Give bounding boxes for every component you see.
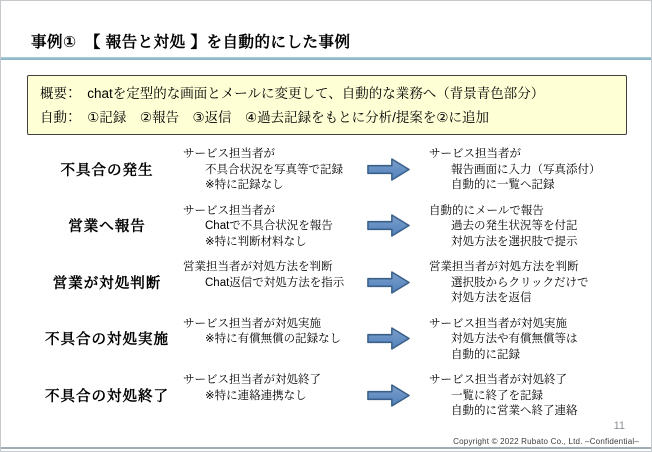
right-arrow-icon [367, 213, 410, 238]
after-line: 自動的に一覧へ記録 [451, 179, 555, 191]
after-state [429, 315, 643, 364]
arrow-cell [367, 315, 429, 364]
after-line: 自動的にメールで報告 [429, 204, 544, 217]
before-line: サービス担当者が [183, 148, 275, 160]
arrow-cell [367, 202, 429, 251]
before-line: Chatで不具合状況を報告 [205, 220, 333, 232]
after-line: 対処方法を選択肢で提示 [451, 235, 578, 248]
after-line: サービス担当者が対処終了 [429, 374, 567, 386]
stage-label: 営業へ報告 [68, 219, 146, 236]
stage-label: 不具合の対処実施 [45, 332, 169, 349]
arrow-cell [367, 145, 429, 194]
page-number: 11 [613, 420, 625, 432]
after-line: 過去の発生状況等を付記 [451, 220, 578, 232]
after-line: 営業担当者が対処方法を判断 [429, 261, 579, 273]
before-line: サービス担当者が [183, 204, 275, 217]
before-state [183, 371, 367, 420]
after-state [429, 145, 643, 194]
process-rows [31, 145, 643, 428]
before-line: ※特に判断材料なし [205, 235, 307, 248]
right-arrow-icon [367, 157, 410, 182]
title-divider [1, 57, 651, 60]
process-row-handle-defect [31, 315, 643, 364]
stage-label: 営業が対処判断 [52, 275, 162, 292]
stage-label: 不具合の発生 [60, 162, 154, 179]
before-line: 不具合状況を写真等で記録 [205, 163, 343, 176]
arrow-cell [367, 258, 429, 307]
after-line: 対処方法や有償無償等は [451, 333, 578, 345]
before-state [183, 202, 367, 251]
right-arrow-icon [367, 326, 410, 351]
before-line: サービス担当者が対処終了 [183, 374, 321, 386]
before-line: サービス担当者が対処実施 [183, 317, 321, 330]
after-line: 自動的に営業へ終了連絡 [451, 405, 578, 417]
summary-auto-line: 自動： ①記録 ②報告 ③返信 ④過去記録をもとに分析/提案を②に追加 [40, 109, 490, 125]
before-line: Chat返信で対処方法を指示 [205, 276, 345, 289]
copyright-text: Copyright © 2022 Rubato Co., Ltd. –Confidential– [453, 437, 639, 446]
summary-overview-line: 概要： chatを定型的な画面とメールに変更して、自動的な業務へ（背景青色部分） [40, 86, 545, 101]
before-state [183, 315, 367, 364]
before-line: 営業担当者が対処方法を判断 [183, 261, 333, 273]
after-line: サービス担当者が対処実施 [429, 317, 567, 330]
before-line: ※特に連絡連携なし [205, 389, 307, 402]
page-title: 事例① 【 報告と対処 】を自動的にした事例 [31, 34, 351, 51]
after-state [429, 371, 643, 420]
after-line: 選択肢からクリックだけで [451, 276, 589, 289]
after-state [429, 258, 643, 307]
after-line: サービス担当者が [429, 148, 521, 160]
process-row-handling-complete [31, 371, 643, 420]
before-state [183, 145, 367, 194]
right-arrow-icon [367, 270, 410, 295]
after-line: 報告画面に入力（写真添付） [451, 163, 601, 176]
process-row-report-to-sales [31, 202, 643, 251]
bottom-divider [1, 447, 651, 450]
after-state [429, 202, 643, 251]
after-line: 自動的に記録 [451, 348, 520, 361]
process-row-defect-occurs [31, 145, 643, 194]
before-state [183, 258, 367, 307]
summary-box [27, 75, 627, 135]
before-line: ※特に有償無償の記録なし [205, 333, 342, 345]
right-arrow-icon [367, 383, 410, 408]
arrow-cell [367, 371, 429, 420]
after-line: 一覧に終了を記録 [451, 389, 543, 402]
before-line: ※特に記録なし [205, 179, 284, 191]
stage-label: 不具合の対処終了 [45, 388, 169, 405]
process-row-sales-decides [31, 258, 643, 307]
after-line: 対処方法を返信 [451, 292, 532, 304]
